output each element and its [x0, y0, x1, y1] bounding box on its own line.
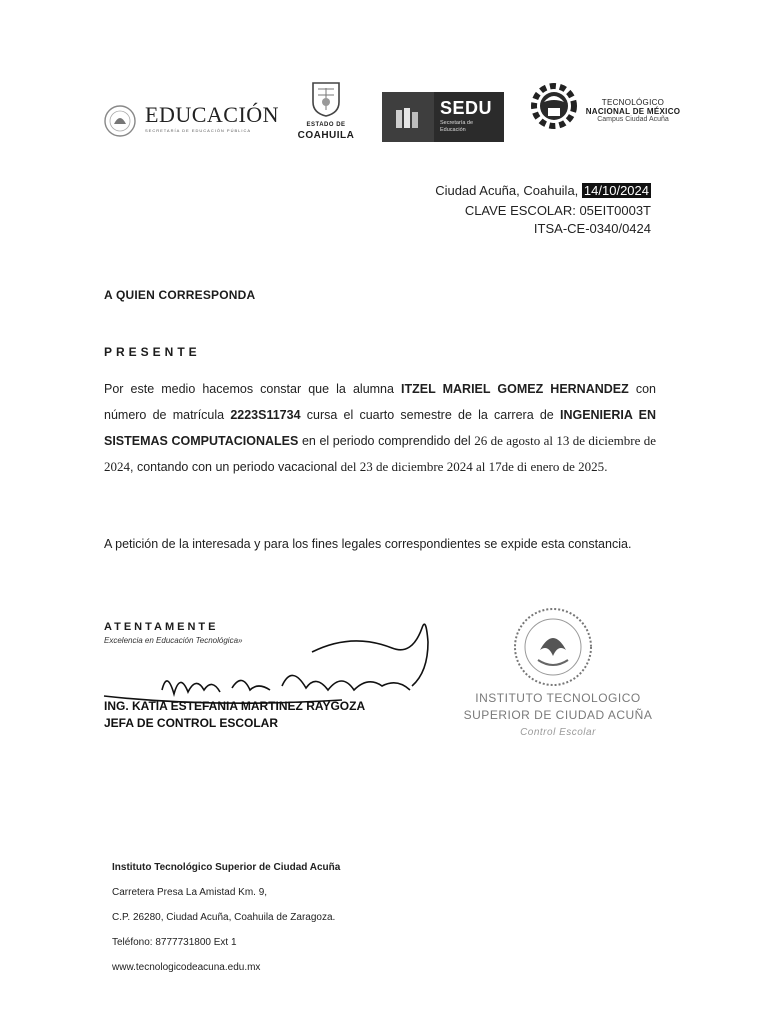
carrera-name: INGENIERIA EN SISTEMAS COMPUTACIONALES [104, 408, 657, 448]
coahuila-name-label: COAHUILA [297, 130, 355, 141]
coahuila-logo [296, 78, 356, 144]
tecnm-gear-icon [530, 72, 578, 140]
sedu-subtitle-line1: Secretaría de [440, 120, 474, 126]
matricula-number: 2223S11734 [230, 408, 301, 422]
educacion-logo [103, 100, 283, 140]
stamp-line1: INSTITUTO TECNOLOGICO [475, 691, 641, 705]
place-date-line [435, 182, 651, 200]
tecnm-campus: Campus Ciudad Acuña [597, 116, 669, 123]
tecnm-logo [530, 72, 690, 144]
coahuila-estado-label: ESTADO DE [306, 122, 346, 128]
sedu-subtitle-line2: Educación [440, 127, 466, 133]
signer-role: JEFA DE CONTROL ESCOLAR [104, 716, 279, 730]
p1-text-c: cursa el cuarto semestre de la carrera de [300, 408, 560, 422]
eagle-seal-icon [103, 104, 137, 138]
footer-institution: Instituto Tecnológico Superior de Ciudad Acuña [112, 862, 341, 873]
document-date: 14/10/2024 [583, 183, 649, 198]
coahuila-shield-icon [310, 80, 342, 118]
addressee: A QUIEN CORRESPONDA [104, 288, 256, 302]
sedu-emblem-icon [394, 106, 420, 130]
vacation-dates: del 23 de diciembre 2024 al 17de di enero de 2025 [340, 459, 605, 474]
period-dates: 26 de agosto al 13 de diciembre de 2024 [104, 433, 656, 474]
official-seal-icon [510, 604, 596, 690]
sedu-subtitle [440, 120, 473, 134]
tecnm-text [582, 98, 684, 123]
tecnm-line2: NACIONAL DE MÉXICO [585, 107, 681, 116]
p1-text-a: Por este medio hacemos constar que la alumna [104, 382, 402, 396]
stamp-line2: SUPERIOR DE CIUDAD ACUÑA [463, 708, 653, 722]
body-paragraph-1 [104, 376, 656, 480]
footer [112, 855, 340, 980]
reference-number: ITSA-CE-0340/0424 [533, 221, 651, 236]
atentamente-label: ATENTAMENTE [104, 621, 219, 633]
motto: Excelencia en Educación Tecnológica» [104, 636, 243, 645]
educacion-wordmark: EDUCACIÓN [145, 102, 280, 127]
footer-address-1: Carretera Presa La Amistad Km. 9, [112, 887, 268, 898]
clave-escolar: CLAVE ESCOLAR: 05EIT0003T [464, 203, 651, 218]
presente-heading: PRESENTE [104, 345, 201, 359]
p1-text-d: en el periodo comprendido del [298, 434, 475, 448]
footer-address-2: C.P. 26280, Ciudad Acuña, Coahuila de Zaragoza. [112, 912, 336, 923]
sedu-emblem-panel [382, 92, 434, 142]
sedu-wordmark: SEDU [440, 98, 493, 118]
educacion-subtitle: SECRETARÍA DE EDUCACIÓN PÚBLICA [145, 128, 252, 133]
tecnm-line1: TECNOLÓGICO [601, 98, 665, 107]
p1-text-b: con número de matrícula [104, 382, 656, 422]
place-text: Ciudad Acuña, Coahuila, [435, 183, 579, 198]
signer-name: ING. KATIA ESTEFANIA MARTINEZ RAYGOZA [104, 699, 366, 713]
signer-block [104, 698, 365, 732]
p1-text-f: . [604, 460, 608, 474]
sedu-logo [382, 92, 504, 142]
footer-website: www.tecnologicodeacuna.edu.mx [112, 962, 261, 973]
institution-stamp [448, 690, 668, 741]
body-paragraph-2: A petición de la interesada y para los fines legales correspondientes se expide esta constancia. [104, 537, 632, 551]
stamp-line3: Control Escolar [520, 727, 596, 738]
student-name: ITZEL MARIEL GOMEZ HERNANDEZ [401, 382, 629, 396]
footer-phone: Teléfono: 8777731800 Ext 1 [112, 937, 237, 948]
p1-text-e: , contando con un periodo vacacional [130, 460, 341, 474]
